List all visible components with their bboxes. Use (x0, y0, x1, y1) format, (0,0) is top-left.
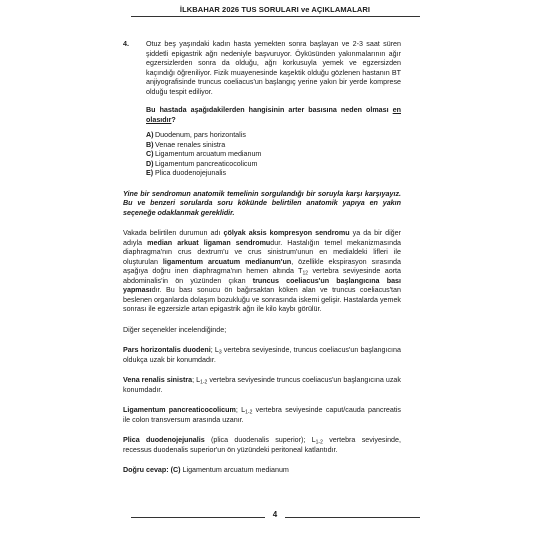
question (123, 40, 401, 179)
answer-options (146, 131, 401, 179)
question-stem: Otuz beş yaşındaki kadın hasta yemekten sonra başlayan ve 2-3 saat süren şiddetli epigastrik ağrı nedeniyle başvuruyor. Öyküsünden yakınmalarının ağır egzersizlerden sonra da olduğu, ağrı korkusuyla yemek ve egzersizden kaçındığı öğreniliyor. Fizik muayenesinde kaşektik olduğu gözlenen hastanın BT anjiyografisinde truncus coeliacus'un başlangıç yerine yakın bir yerde komprese olduğu tespit ediliyor. (146, 40, 401, 96)
distractor-explanation (123, 406, 401, 425)
option-text: Ligamentum pancreaticocolicum (155, 159, 258, 168)
text-run: vertebra seviyesinde truncus coeliacus'un başlangıcına uzak konumdadır. (123, 376, 401, 394)
subscript: 1-2 (315, 439, 323, 446)
correct-answer (123, 466, 401, 476)
option-text: Plica duodenojejunalis (155, 169, 227, 177)
distractor-explanation (123, 436, 401, 455)
bold-term: ligamentum arcuatum medianum'un (162, 257, 292, 266)
bold-term: median arkuat ligaman sendromu (147, 238, 271, 247)
text-run: (plica duodenalis superior); L (204, 436, 316, 444)
option-letter: A) (146, 131, 154, 139)
text-run: vertebra seviyesinde, recessus duodenalis superior'un ön yüzündeki peritoneal katlantıdır. (123, 436, 401, 454)
option-letter: C) (146, 150, 154, 158)
other-options-heading: Diğer seçenekler incelendiğinde; (123, 325, 227, 334)
distractor-term: Pars horizontalis duodeni (123, 346, 211, 354)
option-e (146, 169, 401, 179)
header-divider (131, 16, 420, 17)
explanation-intro: Yine bir sendromun anatomik temelinin sorgulandığı bir soruyla karşı karşıyayız. Bu ve benzeri sorularda soru kökünde belirtilen anatomik yapıya en yakın seçeneğe odaklanmak gereklidir. (123, 189, 401, 217)
question-prompt-end: ? (171, 115, 176, 124)
page-header: İLKBAHAR 2026 TUS SORULARI ve AÇIKLAMALARI (179, 5, 371, 14)
option-d (146, 160, 401, 170)
option-letter: E) (146, 169, 154, 177)
distractor-explanation (123, 376, 401, 395)
correct-answer-label: Doğru cevap: (C) (123, 466, 181, 474)
option-text: Ligamentum arcuatum medianum (155, 150, 262, 158)
option-text: Venae renales sinistra (155, 140, 226, 149)
text-run: ; L (235, 406, 246, 414)
subscript: 1-2 (200, 379, 208, 386)
text-run: ; L (192, 376, 201, 384)
correct-answer-text: Ligamentum arcuatum medianum (180, 466, 289, 474)
text-run: ; L (210, 346, 219, 354)
option-a (146, 131, 401, 141)
distractor-explanation (123, 346, 401, 365)
question-body (146, 40, 401, 179)
question-prompt-emphasis: en olasıdır (146, 106, 401, 124)
subscript: 3 (218, 349, 222, 356)
text-run: vertebra seviyesinde caput/cauda pancreatis ile colon transversum arasında uzanır. (123, 406, 401, 424)
page-number: 4 (265, 510, 285, 519)
bold-term: çölyak aksis kompresyon sendromu (223, 229, 350, 237)
text-run: Vakada belirtilen durumun adı (123, 229, 224, 237)
question-prompt (146, 106, 401, 125)
distractor-term: Vena renalis sinistra (123, 376, 193, 384)
text-run: , özellikle ekspirasyon sırasında aşağıya doğru inen diaphragma'nın hemen altında T (123, 257, 401, 275)
option-letter: D) (146, 159, 154, 168)
distractor-term: Plica duodenojejunalis (123, 436, 205, 444)
option-letter: B) (146, 140, 154, 149)
option-b (146, 141, 401, 151)
text-run: dır. Bu bası sonucu ön bağırsaktan köken alan ve truncus coeliacus'tan beslenen organlarda dolaşım bozukluğu ve sonrasında iskemi gelişir. Hastalarda yemek sonrası ile egzersizle artan epigastrik ağrı ile kilo kaybı görülür. (123, 286, 401, 313)
option-text: Duodenum, pars horizontalis (155, 131, 246, 139)
explanation-paragraph (123, 229, 401, 315)
bold-term: truncus coeliacus'un başlangıcına bası yapması (123, 276, 401, 294)
option-c (146, 150, 401, 160)
subscript: 12 (302, 270, 309, 277)
page-content (123, 40, 401, 476)
question-prompt-text: Bu hastada aşağıdakilerden hangisinin arter basısına neden olması (146, 106, 393, 114)
text-run: vertebra seviyesinde aorta abdominalis'in ön yüzünden çıkan (123, 267, 401, 285)
text-run: ya da bir diğer adıyla (123, 229, 402, 247)
text-run: vertebra seviyesinde, truncus coeliacus'un başlangıcına oldukça uzak bir konumdadır. (123, 346, 401, 364)
subscript: 1-2 (245, 409, 253, 416)
text-run: dur. Hastalığın temel mekanizmasında diaphragma'nın crus dextrum'u ve crus sinistrum'unun en medialdeki lifleri ile oluşturulan (123, 238, 402, 266)
distractor-term: Ligamentum pancreaticocolicum (123, 406, 236, 414)
question-number: 4. (123, 40, 129, 48)
